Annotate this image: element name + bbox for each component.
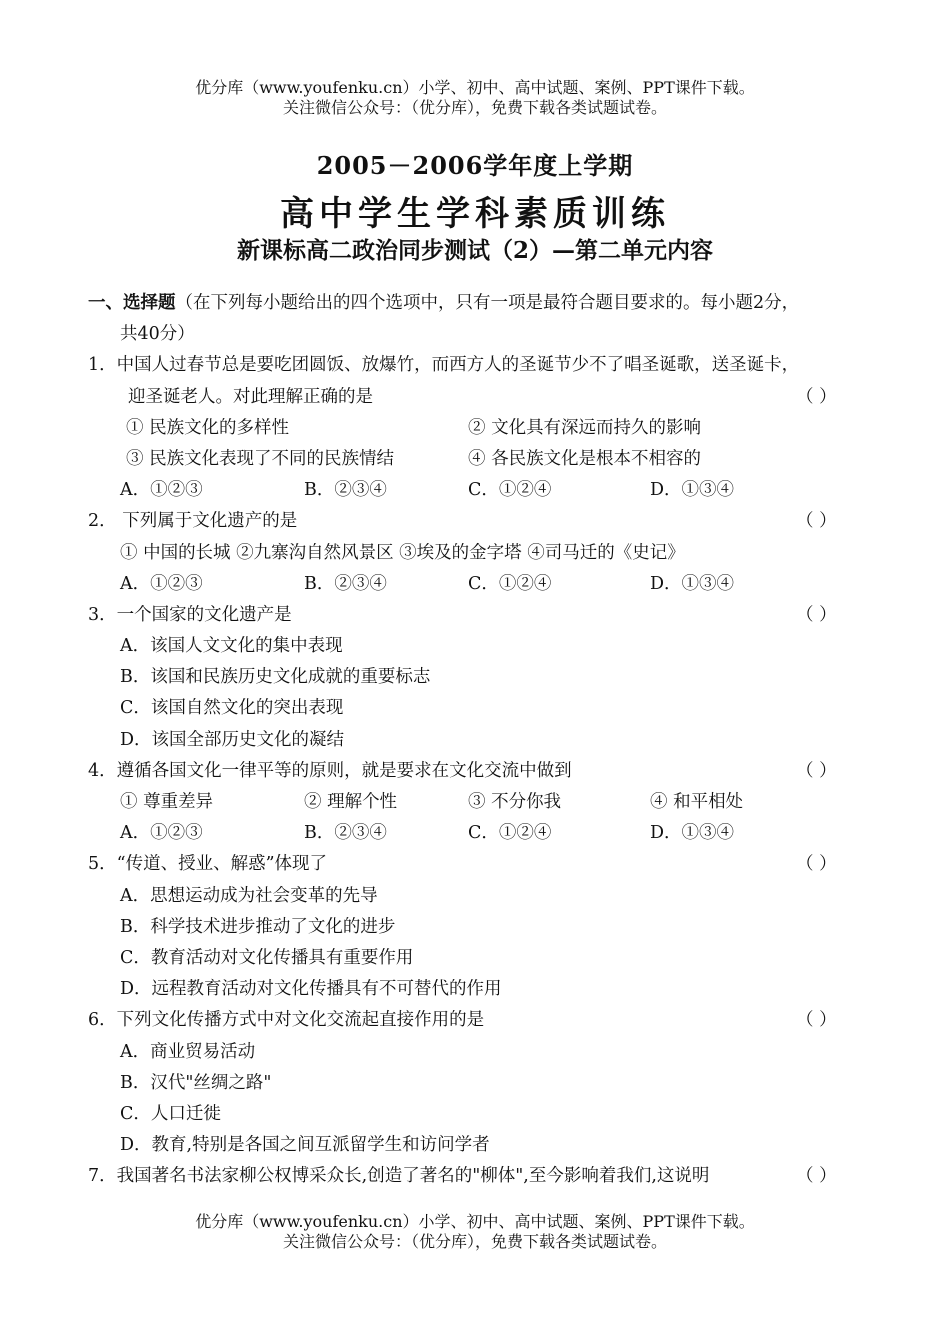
statement: ④ 和平相处 [650,792,744,812]
question-3-stem-text: 3．一个国家的文化遗产是 [88,604,292,625]
answer-bracket: （ ） [796,1010,837,1031]
answer-bracket: （ ） [796,604,837,625]
option-d: D．①③④ [650,823,735,844]
question-7-stem [88,1161,878,1192]
question-1-options [88,475,878,506]
option-a: A．商业贸易活动 [120,1041,256,1062]
page-subtitle: 新课标高二政治同步测试（2）—第二单元内容 [236,237,713,264]
question-6-stem [88,1005,878,1036]
statement: ① 民族文化的多样性 [126,417,290,438]
statement: ④ 各民族文化是根本不相容的 [468,448,702,469]
statement: ① 尊重差异 [120,792,214,812]
option-d: D．该国全部历史文化的凝结 [120,729,345,750]
question-4-statements [88,787,878,818]
question-4-stem-text: 4．遵循各国文化一律平等的原则，就是要求在文化交流中做到 [88,760,572,781]
option-a: A．①②③ [120,480,203,501]
option-a: A．思想运动成为社会变革的先导 [120,885,378,906]
option-d: D．远程教育活动对文化传播具有不可替代的作用 [120,979,502,1000]
footer-line-1: 优分库（www.youfenku.cn）小学、初中、高中试题、案例、PPT课件下载。 [195,1212,755,1231]
question-2-items: ① 中国的长城 ②九寨沟自然风景区 ③埃及的金字塔 ④司马迁的《史记》 [120,542,685,563]
option-c: C．该国自然文化的突出表现 [120,698,344,719]
answer-bracket: （ ） [796,511,837,532]
option-b: B．该国和民族历史文化成就的重要标志 [120,667,431,688]
option-b: B．②③④ [304,823,387,844]
statement: ② 理解个性 [304,792,398,812]
question-2-stem-text: 2． 下列属于文化遗产的是 [88,511,298,532]
answer-bracket: （ ） [796,760,837,781]
exam-content [88,288,878,1192]
answer-bracket: （ ） [796,386,837,407]
question-2-stem [88,506,878,537]
option-c: C．教育活动对文化传播具有重要作用 [120,947,414,968]
answer-bracket: （ ） [796,854,837,875]
section-instruction-cont: 共40分） [120,324,195,345]
page-title: 高中学生学科素质训练 [280,194,670,234]
option-c: C．①②④ [468,573,552,594]
section-instruction: （在下列每小题给出的四个选项中，只有一项是最符合题目要求的。每小题2分， [175,293,800,313]
option-b: B．②③④ [304,573,387,594]
question-7-stem-text: 7．我国著名书法家柳公权博采众长,创造了著名的"柳体",至今影响着我们,这说明 [88,1166,710,1187]
question-4-stem [88,756,878,787]
option-b: B．汉代"丝绸之路" [120,1072,272,1093]
option-c: C．①②④ [468,823,552,844]
section-label: 一、选择题 [88,293,176,313]
option-a: A．①②③ [120,573,203,594]
page-footer [0,1212,950,1252]
header-line-1: 优分库（www.youfenku.cn）小学、初中、高中试题、案例、PPT课件下载。 [195,78,755,97]
statement: ② 文化具有深远而持久的影响 [468,417,702,438]
question-2-options [88,569,878,600]
option-c: C．①②④ [468,480,552,501]
title-year: 2005－2006学年度上学期 [316,151,634,180]
question-5-stem [88,849,878,880]
option-d: D．①③④ [650,480,735,501]
section-heading [88,288,878,319]
option-d: D．教育,特别是各国之间互派留学生和访问学者 [120,1135,490,1156]
footer-line-2: 关注微信公众号：（优分库），免费下载各类试题试卷。 [282,1232,667,1251]
page-header [0,78,950,118]
question-1-stem-cont [88,382,878,413]
answer-bracket: （ ） [796,1166,837,1187]
question-4-options [88,818,878,849]
question-6-stem-text: 6．下列文化传播方式中对文化交流起直接作用的是 [88,1010,485,1031]
question-1-stem-text: 迎圣诞老人。对此理解正确的是 [128,386,373,407]
option-b: B．科学技术进步推动了文化的进步 [120,916,396,937]
question-5-stem-text: 5．“传道、授业、解惑”体现了 [88,854,328,875]
option-d: D．①③④ [650,573,735,594]
question-1-stem: 1．中国人过春节总是要吃团圆饭、放爆竹，而西方人的圣诞节少不了唱圣诞歌，送圣诞卡， [88,355,800,376]
question-3-stem [88,600,878,631]
option-a: A．该国人文文化的集中表现 [120,636,343,657]
statement: ③ 民族文化表现了不同的民族情结 [126,448,395,469]
question-1-statements-row2 [88,444,878,475]
option-c: C．人口迁徙 [120,1103,221,1124]
header-line-2: 关注微信公众号：（优分库），免费下载各类试题试卷。 [282,98,667,117]
statement: ③ 不分你我 [468,792,562,812]
question-1-statements-row1 [88,413,878,444]
option-b: B．②③④ [304,480,387,501]
option-a: A．①②③ [120,823,203,844]
